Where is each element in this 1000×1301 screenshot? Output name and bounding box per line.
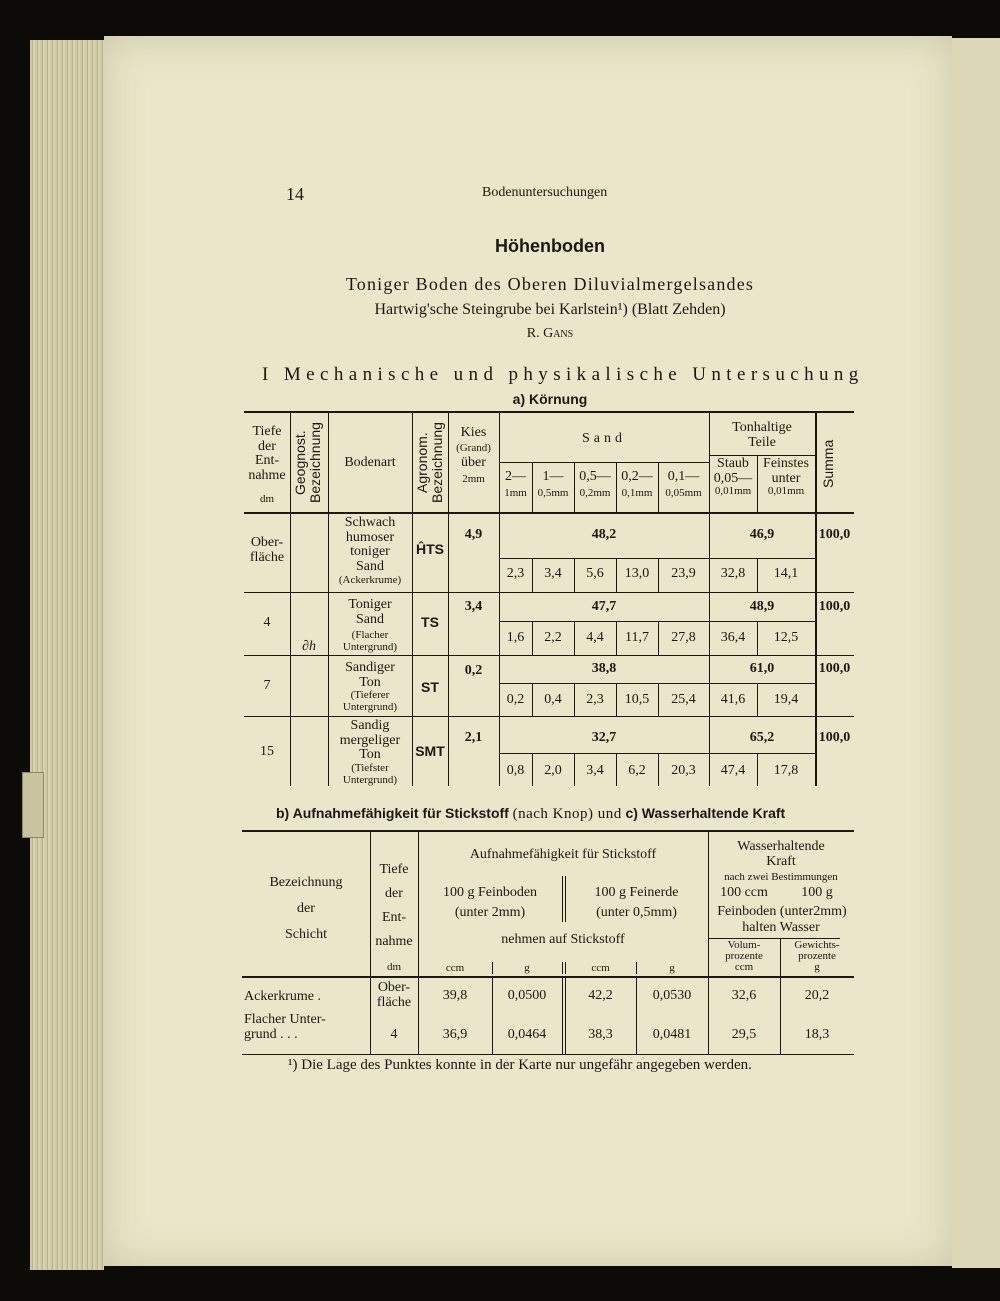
running-title: Bodenuntersuchungen bbox=[482, 185, 608, 200]
row2-sand-2: 2,2 bbox=[544, 630, 562, 645]
row1-sand-5: 23,9 bbox=[671, 566, 696, 581]
header-sand: Sand bbox=[582, 431, 626, 446]
header-nehmen: nehmen auf Stickstoff bbox=[501, 932, 625, 947]
header-feinstes: Feinstes unter 0,01mm bbox=[763, 456, 809, 498]
row2-ton-total: 48,9 bbox=[749, 599, 775, 614]
b-row2-tiefe: 4 bbox=[390, 1027, 398, 1042]
row2-sand-4: 11,7 bbox=[625, 630, 649, 645]
row3-kies: 0,2 bbox=[464, 663, 483, 678]
facing-page-edge bbox=[952, 38, 1000, 1268]
row1-sand-4: 13,0 bbox=[624, 566, 650, 581]
row4-sand-4: 6,2 bbox=[628, 763, 646, 778]
row2-tiefe: 4 bbox=[263, 615, 271, 630]
b-row1-gewicht: 20,2 bbox=[804, 988, 830, 1003]
b-row2-name: Flacher Unter- grund . . . bbox=[244, 1012, 326, 1043]
row3-staub: 41,6 bbox=[720, 692, 746, 707]
header-gewichtsprozente: Gewichts- prozente g bbox=[794, 939, 840, 973]
row4-summa: 100,0 bbox=[818, 730, 851, 745]
row4-agronom: SMT bbox=[415, 743, 445, 759]
row4-ton-total: 65,2 bbox=[749, 730, 775, 745]
header-b-tiefe: Tiefe der Ent- nahme bbox=[375, 862, 413, 949]
header-bodenart: Bodenart bbox=[344, 455, 396, 470]
b-row2-feinerde-g: 0,0481 bbox=[652, 1027, 692, 1042]
header-b-tiefe-unit: dm bbox=[386, 961, 402, 973]
header-summa: Summa bbox=[820, 439, 836, 489]
b-row2-feinboden-g: 0,0464 bbox=[507, 1027, 547, 1042]
b-row2-feinerde-ccm: 38,3 bbox=[588, 1027, 613, 1042]
row3-sand-total: 38,8 bbox=[591, 661, 617, 676]
row3-sand-2: 0,4 bbox=[544, 692, 562, 707]
row2-agronom: TS bbox=[421, 614, 439, 630]
header-sand-col-1: 2— 1mm bbox=[504, 469, 527, 499]
header-feinerde: 100 g Feinerde (unter 0,5mm) bbox=[594, 885, 679, 920]
row1-sand-2: 3,4 bbox=[544, 566, 562, 581]
b-row2-feinboden-ccm: 36,9 bbox=[442, 1027, 468, 1042]
header-tiefe-unit: dm bbox=[259, 493, 275, 505]
location-line: Hartwig'sche Steingrube bei Karlstein¹) (Blatt Zehden) bbox=[374, 301, 726, 318]
unit-g-2: g bbox=[669, 962, 675, 974]
book-page-edges bbox=[30, 40, 104, 1270]
row3-sand-1: 0,2 bbox=[506, 692, 525, 707]
row4-sand-1: 0,8 bbox=[506, 763, 525, 778]
row4-feinstes: 17,8 bbox=[773, 763, 799, 778]
unit-g-1: g bbox=[524, 962, 530, 974]
header-geognost: Geognost. Bezeichnung bbox=[292, 422, 323, 504]
b-row1-feinerde-ccm: 42,2 bbox=[588, 988, 613, 1003]
b-row1-tiefe: Ober- fläche bbox=[376, 980, 412, 1010]
row1-sand-1: 2,3 bbox=[506, 566, 525, 581]
header-kies: Kies (Grand) über 2mm bbox=[456, 425, 491, 485]
row2-kies: 3,4 bbox=[464, 599, 483, 614]
header-sand-col-4: 0,2— 0,1mm bbox=[621, 469, 653, 499]
document-page bbox=[104, 36, 952, 1266]
row2-sand-total: 47,7 bbox=[591, 599, 617, 614]
header-wasser-ccm: 100 ccm bbox=[720, 885, 768, 900]
row3-tiefe: 7 bbox=[263, 678, 271, 693]
header-volumprozente: Volum- prozente ccm bbox=[725, 939, 763, 973]
row1-summa: 100,0 bbox=[818, 527, 851, 542]
header-wasserhaltende-kraft: Wasserhaltende Kraft bbox=[737, 839, 825, 869]
geognost-symbol: ∂h bbox=[302, 639, 316, 654]
row1-staub: 32,8 bbox=[720, 566, 746, 581]
page-heading: Höhenboden bbox=[495, 236, 605, 256]
row2-staub: 36,4 bbox=[720, 630, 746, 645]
row3-feinstes: 19,4 bbox=[773, 692, 799, 707]
b-row2-volum: 29,5 bbox=[731, 1027, 757, 1042]
author-line: R. Gans bbox=[526, 326, 574, 341]
binding-clip bbox=[22, 772, 44, 838]
row4-bodenart: Sandig mergeliger Ton (Tiefster Untergrund) bbox=[339, 718, 401, 786]
row1-ton-total: 46,9 bbox=[749, 527, 775, 542]
row4-staub: 47,4 bbox=[720, 763, 746, 778]
row1-feinstes: 14,1 bbox=[773, 566, 799, 581]
row2-summa: 100,0 bbox=[818, 599, 851, 614]
row3-sand-4: 10,5 bbox=[624, 692, 650, 707]
header-sand-col-5: 0,1— 0,05mm bbox=[665, 469, 702, 499]
soil-subtitle: Toniger Boden des Oberen Diluvialmergelsandes bbox=[345, 274, 755, 294]
unit-ccm-2: ccm bbox=[591, 962, 610, 974]
row2-sand-5: 27,8 bbox=[671, 630, 696, 645]
row1-tiefe: Ober- fläche bbox=[249, 535, 285, 565]
row3-bodenart: Sandiger Ton (Tieferer Untergrund) bbox=[342, 660, 398, 713]
unit-ccm-1: ccm bbox=[445, 962, 465, 974]
header-tiefe: Tiefe der Ent- nahme bbox=[248, 424, 286, 484]
row3-summa: 100,0 bbox=[818, 661, 851, 676]
footnote: ¹) Die Lage des Punktes konnte in der Karte nur ungefähr angegeben werden. bbox=[288, 1057, 752, 1073]
row4-sand-total: 32,7 bbox=[591, 730, 617, 745]
b-row1-feinboden-ccm: 39,8 bbox=[442, 988, 468, 1003]
header-sand-col-3: 0,5— 0,2mm bbox=[579, 469, 611, 499]
row1-kies: 4,9 bbox=[464, 527, 483, 542]
header-wasser-g: 100 g bbox=[801, 885, 833, 900]
header-wasser-feinboden: Feinboden (unter2mm) bbox=[717, 904, 847, 919]
header-aufnahme: Aufnahmefähigkeit für Stickstoff bbox=[469, 847, 657, 862]
header-wasser-halten: halten Wasser bbox=[742, 920, 820, 935]
row2-sand-1: 1,6 bbox=[506, 630, 525, 645]
row3-sand-3: 2,3 bbox=[586, 692, 604, 707]
row2-feinstes: 12,5 bbox=[773, 630, 799, 645]
header-agronom: Agronom. Bezeichnung bbox=[414, 422, 445, 504]
b-row1-feinerde-g: 0,0530 bbox=[652, 988, 692, 1003]
b-row1-name: Ackerkrume . bbox=[244, 989, 321, 1004]
row3-ton-total: 61,0 bbox=[749, 661, 775, 676]
b-row2-gewicht: 18,3 bbox=[804, 1027, 830, 1042]
header-feinboden: 100 g Feinboden (unter 2mm) bbox=[442, 885, 538, 920]
table-b-caption: b) Aufnahmefähigkeit für Stickstoff (nach Knop) und c) Wasserhaltende Kraft bbox=[276, 805, 786, 822]
row1-sand-3: 5,6 bbox=[586, 566, 604, 581]
row1-sand-total: 48,2 bbox=[591, 527, 617, 542]
row3-sand-5: 25,4 bbox=[671, 692, 696, 707]
page-number: 14 bbox=[286, 184, 304, 204]
row1-agronom: ĤTS bbox=[416, 541, 444, 557]
row2-bodenart: Toniger Sand (Flacher Untergrund) bbox=[342, 597, 398, 653]
row2-sand-3: 4,4 bbox=[586, 630, 604, 645]
header-staub: Staub 0,05— 0,01mm bbox=[713, 456, 753, 498]
section-heading: I Mechanische und physikalische Untersuchung bbox=[262, 364, 864, 385]
row4-sand-5: 20,3 bbox=[671, 763, 696, 778]
row4-sand-3: 3,4 bbox=[586, 763, 604, 778]
header-sand-col-2: 1— 0,5mm bbox=[537, 469, 569, 499]
header-tonhaltige-teile: Tonhaltige Teile bbox=[732, 420, 792, 450]
row4-tiefe: 15 bbox=[260, 744, 274, 759]
b-row1-feinboden-g: 0,0500 bbox=[507, 988, 547, 1003]
header-bezeichnung: Bezeichnung der Schicht bbox=[269, 875, 343, 942]
row4-kies: 2,1 bbox=[464, 730, 483, 745]
table-a-caption: a) Körnung bbox=[512, 391, 588, 407]
row3-agronom: ST bbox=[421, 679, 439, 695]
row4-sand-2: 2,0 bbox=[544, 763, 562, 778]
row1-bodenart: Schwach humoser toniger Sand (Ackerkrume) bbox=[338, 515, 402, 586]
b-row1-volum: 32,6 bbox=[731, 988, 757, 1003]
header-wasser-note: nach zwei Bestimmungen bbox=[724, 871, 838, 883]
